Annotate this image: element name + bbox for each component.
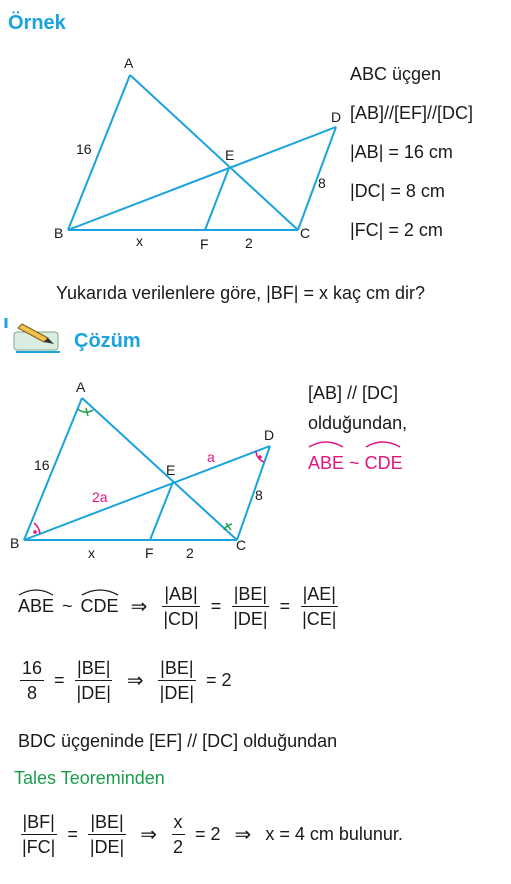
- bdc-statement: BDC üçgeninde [EF] // [DC] olduğundan: [18, 731, 338, 751]
- solution-figure: [0, 372, 300, 568]
- point-d-label: D: [264, 427, 275, 443]
- length-be-label: 2a: [92, 489, 108, 505]
- angle-a-arc: [78, 409, 93, 412]
- equals-sign: =: [279, 596, 291, 616]
- similar-symbol: ~: [62, 596, 73, 616]
- result-text: x = 4 cm bulunur.: [265, 824, 403, 844]
- fraction-x-2: $\frac{x}{2}$: [173, 812, 184, 857]
- equals-sign: =: [54, 670, 65, 690]
- implies-arrow: ⇒: [234, 824, 252, 846]
- point-f-label: F: [145, 545, 154, 561]
- angle-cde: CDE: [81, 596, 119, 617]
- segment-bd: [24, 446, 270, 540]
- point-f-label: F: [200, 236, 209, 252]
- angle-a-tick: [86, 408, 88, 416]
- segment-dc: [298, 127, 336, 230]
- angle-d-dot: [258, 455, 262, 459]
- fraction-be-de: $\frac{|BE|}{|DE|}$: [233, 584, 268, 629]
- given-item: [AB]//[EF]//[DC]: [350, 103, 474, 123]
- pencil-note-icon: [2, 314, 66, 358]
- length-bf-label: x: [136, 233, 143, 249]
- fraction-ae-ce: $\frac{|AE|}{|CE|}$: [302, 584, 337, 629]
- given-item: |AB| = 16 cm: [350, 142, 453, 162]
- equation-ratio-value: [18, 658, 234, 703]
- segment-ef: [205, 168, 229, 230]
- fraction-ab-cd: $\frac{|AB|}{|CD|}$: [163, 584, 199, 629]
- given-item: |FC| = 2 cm: [350, 220, 443, 240]
- angle-abe: ABE: [308, 448, 344, 478]
- implies-arrow: ⇒: [140, 824, 157, 846]
- given-item: |DC| = 8 cm: [350, 181, 445, 201]
- given-list: [350, 55, 473, 250]
- since-text: olduğundan,: [308, 413, 408, 433]
- length-ab-label: 16: [34, 457, 50, 473]
- fraction-bf-fc: $\frac{|BF|}{|FC|}$: [22, 812, 56, 857]
- angle-cde: CDE: [365, 448, 403, 478]
- length-dc-label: 8: [255, 487, 263, 503]
- equals-two: = 2: [206, 670, 232, 690]
- similar-symbol: ~: [349, 453, 360, 473]
- segment-dc: [237, 446, 270, 540]
- fraction-be-de: $\frac{|BE|}{|DE|}$: [89, 812, 125, 857]
- fraction-be-de: $\frac{|BE|}{|DE|}$: [76, 658, 111, 703]
- equals-two: = 2: [195, 824, 221, 844]
- equals-sign: =: [210, 596, 222, 616]
- length-ab-label: 16: [76, 141, 92, 157]
- given-item: ABC üçgen: [350, 64, 442, 84]
- equation-tales: [18, 812, 405, 857]
- point-d-label: D: [331, 109, 342, 125]
- equation-similarity-ratio: [18, 584, 340, 629]
- tales-theorem-label: Tales Teoreminden: [14, 768, 165, 788]
- point-a-label: A: [76, 379, 86, 395]
- point-c-label: C: [236, 537, 247, 553]
- length-ed-label: a: [207, 449, 215, 465]
- example-figure: [0, 50, 345, 260]
- implies-arrow: ⇒: [130, 596, 148, 618]
- example-heading: Örnek: [8, 12, 66, 34]
- fraction-16-8: $\frac{16}{8}$: [22, 658, 43, 703]
- point-b-label: B: [10, 535, 20, 551]
- length-fc-label: 2: [186, 545, 194, 561]
- point-e-label: E: [225, 147, 235, 163]
- solution-side-note: [308, 378, 407, 478]
- angle-abe: ABE: [18, 596, 54, 617]
- point-a-label: A: [124, 55, 134, 71]
- point-b-label: B: [54, 225, 64, 241]
- fraction-be-de: $\frac{|BE|}{|DE|}$: [159, 658, 195, 703]
- length-bf-label: x: [88, 545, 95, 561]
- parallel-statement: [AB] // [DC]: [308, 383, 399, 403]
- point-e-label: E: [166, 462, 176, 478]
- implies-arrow: ⇒: [126, 670, 144, 692]
- similarity-statement: [308, 448, 407, 478]
- equals-sign: =: [67, 824, 78, 844]
- segment-ab: [24, 398, 82, 540]
- length-fc-label: 2: [245, 235, 253, 251]
- angle-b-dot: [33, 530, 37, 534]
- solution-heading: Çözüm: [74, 330, 141, 352]
- question-text: Yukarıda verilenlere göre, |BF| = x kaç cm dir?: [56, 283, 426, 303]
- point-c-label: C: [300, 225, 311, 241]
- length-dc-label: 8: [318, 175, 326, 191]
